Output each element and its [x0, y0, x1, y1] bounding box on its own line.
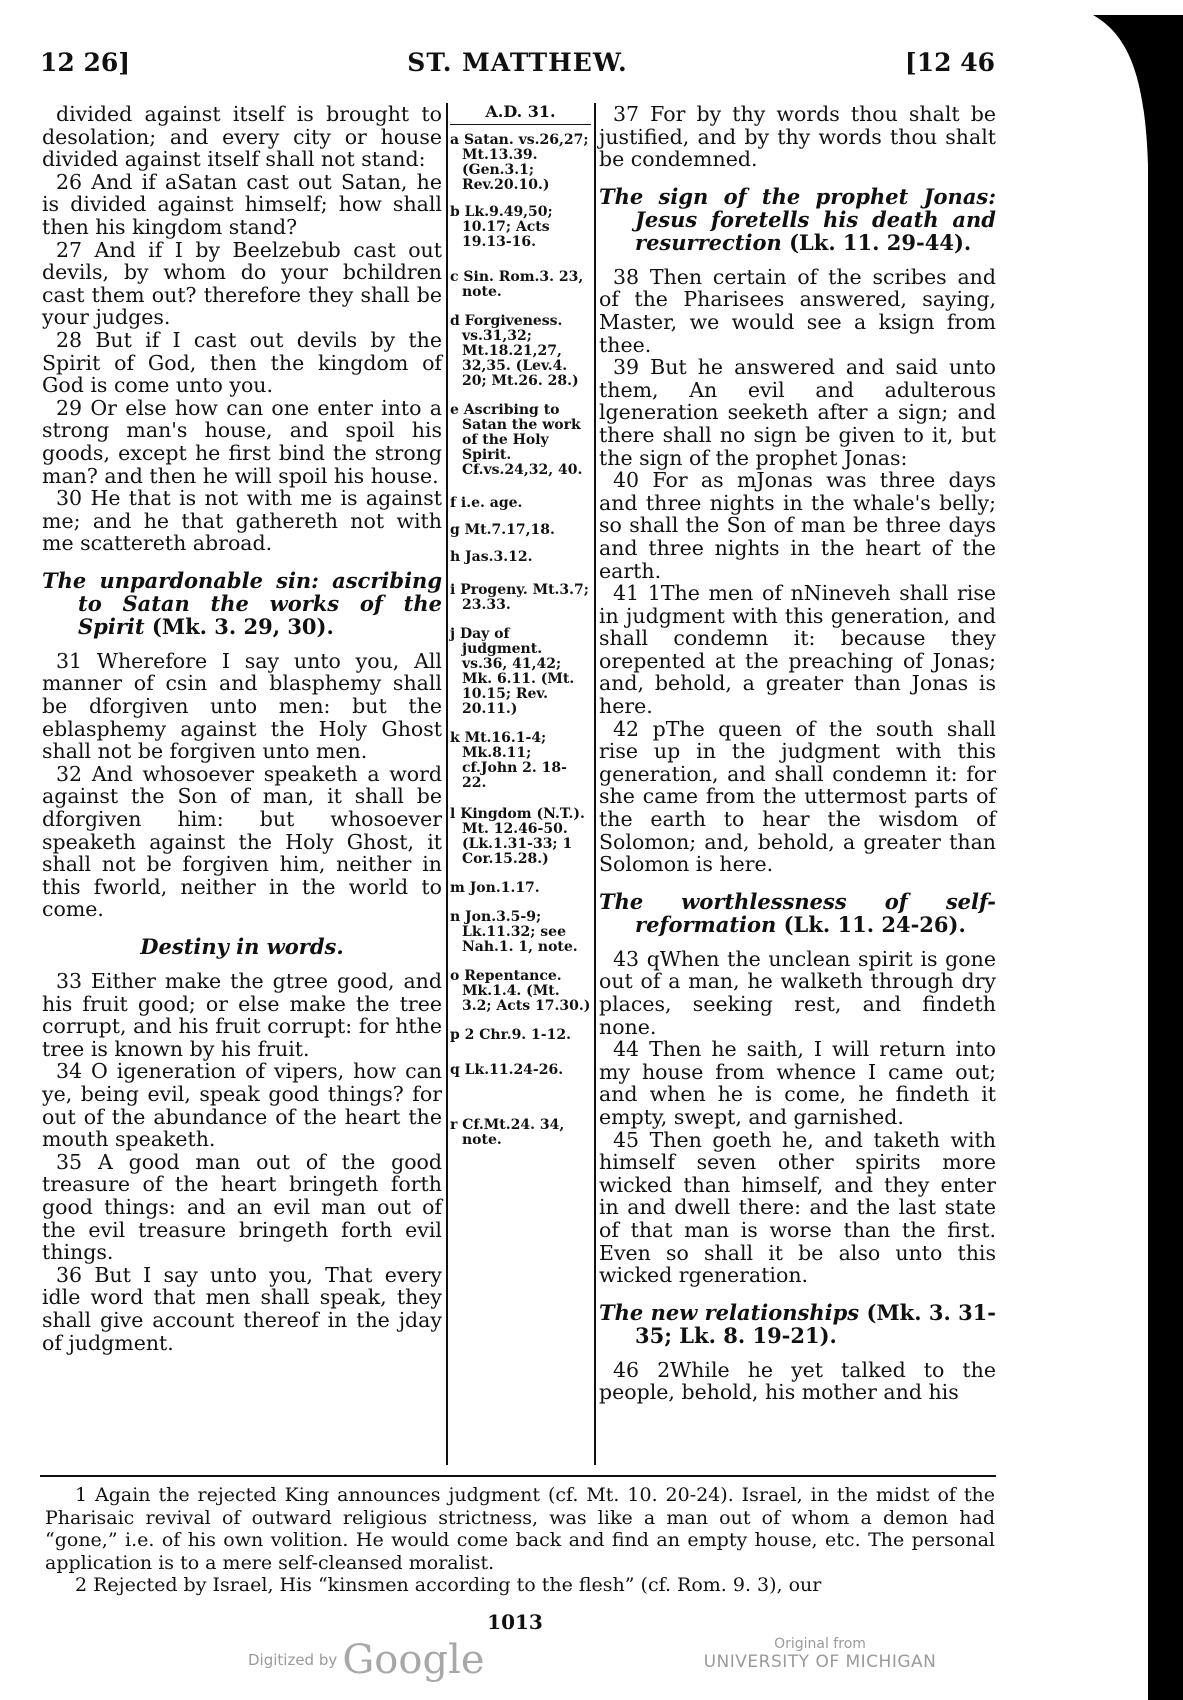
- section-heading: [599, 1301, 996, 1347]
- marginal-reference: n Jon.3.5-9; Lk.11.32; see Nah.1. 1, note.: [450, 909, 578, 955]
- left-text-column: [42, 103, 442, 1354]
- section-heading-ref: (Mk. 3. 29, 30).: [151, 613, 334, 639]
- verse-paragraph: 26 And if aSatan cast out Satan, he is divided against himself; how shall then his kingdom stand?: [42, 169, 442, 239]
- section-heading-text: The unpardonable sin: ascribing to Satan the works of the Spirit: [42, 567, 442, 639]
- verse-paragraph: 37 For by thy words thou shalt be justified, and by thy words thou shalt be condemned.: [599, 102, 996, 172]
- marginal-reference: k Mt.16.1-4; Mk.8.11; cf.John 2. 18-22.: [450, 730, 567, 791]
- right-text-column: [599, 103, 996, 1404]
- marginal-reference: e Ascribing to Satan the work of the Holy Spirit. Cf.vs.24,32, 40.: [450, 402, 583, 478]
- marginal-reference: b Lk.9.49,50; 10.17; Acts 19.13-16.: [450, 204, 553, 250]
- section-heading-ref: (Lk. 11. 29-44).: [789, 229, 972, 255]
- marginal-reference: a Satan. vs.26,27; Mt.13.39. (Gen.3.1; Rev.20.10.): [450, 132, 589, 193]
- verse-paragraph: 46 2While he yet talked to the people, behold, his mother and his: [599, 1357, 996, 1405]
- verse-paragraph: 40 For as mJonas was three days and three nights in the whale's belly; so shall the Son of man be three days and three nights in the heart of the earth.: [599, 468, 996, 583]
- verse-paragraph: divided against itself is brought to desolation; and every city or house divided against itself shall not stand:: [42, 102, 442, 172]
- google-watermark: [248, 1637, 485, 1683]
- header-right-ref: [12 46: [904, 48, 995, 77]
- verse-paragraph: 31 Wherefore I say unto you, All manner of csin and blasphemy shall be dforgiven unto men: but the eblasphemy against the Holy Ghost shall not be forgiven unto men.: [42, 648, 442, 764]
- marginal-reference: f i.e. age.: [450, 495, 523, 511]
- page-number: 1013: [487, 1610, 543, 1634]
- column-rule-right: [594, 103, 596, 1465]
- section-heading-text: The new relationships: [599, 1299, 860, 1325]
- reference-column: [450, 100, 591, 1148]
- marginal-reference: h Jas.3.12.: [450, 549, 533, 565]
- verse-paragraph: 35 A good man out of the good treasure of the heart bringeth forth good things: and an evil man out of the evil treasure bringeth forth evil things.: [42, 1149, 442, 1265]
- verse-paragraph: 28 But if I cast out devils by the Spirit of God, then the kingdom of God is come unto you.: [42, 327, 442, 398]
- verse-paragraph: 36 But I say unto you, That every idle word that men shall speak, they shall give account thereof in the jday of judgment.: [42, 1262, 442, 1355]
- university-label: UNIVERSITY OF MICHIGAN: [703, 1652, 937, 1672]
- marginal-reference: o Repentance. Mk.1.4. (Mt. 3.2; Acts 17.30.): [450, 968, 591, 1014]
- marginal-reference: m Jon.1.17.: [450, 880, 540, 896]
- marginal-reference: r Cf.Mt.24. 34, note.: [450, 1117, 565, 1148]
- section-heading-ref: (Lk. 11. 24-26).: [783, 911, 966, 937]
- verse-paragraph: 43 qWhen the unclean spirit is gone out of a man, he walketh through dry places, seeking rest, and findeth none.: [599, 946, 996, 1039]
- marginal-reference: p 2 Chr.9. 1-12.: [450, 1027, 571, 1043]
- running-header: [40, 48, 995, 88]
- verse-paragraph: 45 Then goeth he, and taketh with himself seven other spirits more wicked than himself, and they enter in and dwell there: and the last state of that man is worse than the first. Even so shall it be also unto this wicked rgeneration.: [599, 1127, 996, 1288]
- marginal-reference: q Lk.11.24-26.: [450, 1062, 564, 1078]
- google-logo: Google: [342, 1637, 485, 1683]
- marginal-reference: l Kingdom (N.T.). Mt. 12.46-50. (Lk.1.31-33; 1 Cor.15.28.): [450, 806, 585, 867]
- footnote-rule: [40, 1475, 996, 1477]
- marginal-reference: i Progeny. Mt.3.7; 23.33.: [450, 582, 589, 613]
- verse-paragraph: 34 O igeneration of vipers, how can ye, being evil, speak good things? for out of the abundance of the heart the mouth speaketh.: [42, 1059, 442, 1152]
- reference-column-heading: A.D. 31.: [450, 100, 591, 125]
- section-heading: [599, 890, 996, 936]
- section-heading-text: The worthlessness of self-reformation: [599, 888, 996, 937]
- verse-paragraph: 39 But he answered and said unto them, An evil and adulterous lgeneration seeketh after a sign; and there shall no sign be given to it, but the sign of the prophet Jonas:: [599, 355, 996, 470]
- digitized-by-label: Digitized by: [248, 1651, 338, 1669]
- column-rule-left: [446, 103, 448, 1465]
- original-from-label: Original from: [774, 1636, 866, 1652]
- header-left-ref: 12 26]: [40, 48, 131, 77]
- marginal-reference: g Mt.7.17,18.: [450, 522, 555, 538]
- verse-paragraph: 32 And whosoever speaketh a word against the Son of man, it shall be dforgiven him: but whosoever speaketh against the Holy Ghost, it shall not be forgiven him, neither in this fworld, neither in the world to come.: [42, 761, 442, 922]
- footnotes: [45, 1484, 995, 1597]
- verse-paragraph: 44 Then he saith, I will return into my house from whence I came out; and when he is come, he findeth it empty, swept, and garnished.: [599, 1037, 996, 1129]
- verse-paragraph: 41 1The men of nNineveh shall rise in judgment with this generation, and shall condemn it: because they orepented at the preaching of Jonas; and, behold, a greater than Jonas is here.: [599, 581, 996, 719]
- verse-paragraph: 30 He that is not with me is against me; and he that gathereth not with me scattereth abroad.: [42, 486, 442, 556]
- verse-paragraph: 27 And if I by Beelzebub cast out devils, by whom do your bchildren cast them out? therefore they shall be your judges.: [42, 237, 442, 330]
- verse-paragraph: 29 Or else how can one enter into a strong man's house, and spoil his goods, except he first bind the strong man? and then he will spoil his house.: [42, 395, 442, 488]
- header-title: ST. MATTHEW.: [407, 48, 628, 77]
- marginal-reference: c Sin. Rom.3. 23, note.: [450, 269, 584, 300]
- page-edge-shadow: [1053, 15, 1183, 1700]
- marginal-reference: d Forgiveness. vs.31,32; Mt.18.21,27, 32,35. (Lev.4. 20; Mt.26. 28.): [450, 313, 579, 389]
- section-heading: Destiny in words.: [140, 934, 344, 959]
- verse-paragraph: 42 pThe queen of the south shall rise up in the judgment with this generation, and shall condemn it: for she came from the uttermost parts of the earth to hear the wisdom of Solomon; and, behold, a greater than Solomon is here.: [599, 716, 996, 877]
- marginal-reference: j Day of judgment. vs.36, 41,42; Mk. 6.11. (Mt. 10.15; Rev. 20.11.): [450, 626, 575, 717]
- university-watermark: [690, 1636, 950, 1672]
- reference-notes: [450, 133, 591, 1148]
- footnote: 1 Again the rejected King announces judgment (cf. Mt. 10. 20-24). Israel, in the midst of the Pharisaic revival of outward religious strictness, was like a man out of whom a demon had “gone,” i.e. of his own volition. He would come back and find an empty house, etc. The personal application is to a mere self-cleansed moralist.: [45, 1484, 995, 1574]
- verse-paragraph: 38 Then certain of the scribes and of the Pharisees answered, saying, Master, we would see a ksign from thee.: [599, 264, 996, 357]
- section-heading-text: The sign of the prophet Jonas: Jesus foretells his death and resurrection: [599, 183, 996, 255]
- section-heading-ref: (Mk. 3. 31-35; Lk. 8. 19-21).: [635, 1299, 997, 1348]
- verse-paragraph: 33 Either make the gtree good, and his fruit good; or else make the tree corrupt, and his fruit corrupt: for hthe tree is known by his fruit.: [42, 969, 442, 1061]
- footnote: 2 Rejected by Israel, His “kinsmen according to the flesh” (cf. Rom. 9. 3), our: [75, 1574, 822, 1596]
- section-heading: [599, 185, 996, 254]
- section-heading: [42, 569, 442, 638]
